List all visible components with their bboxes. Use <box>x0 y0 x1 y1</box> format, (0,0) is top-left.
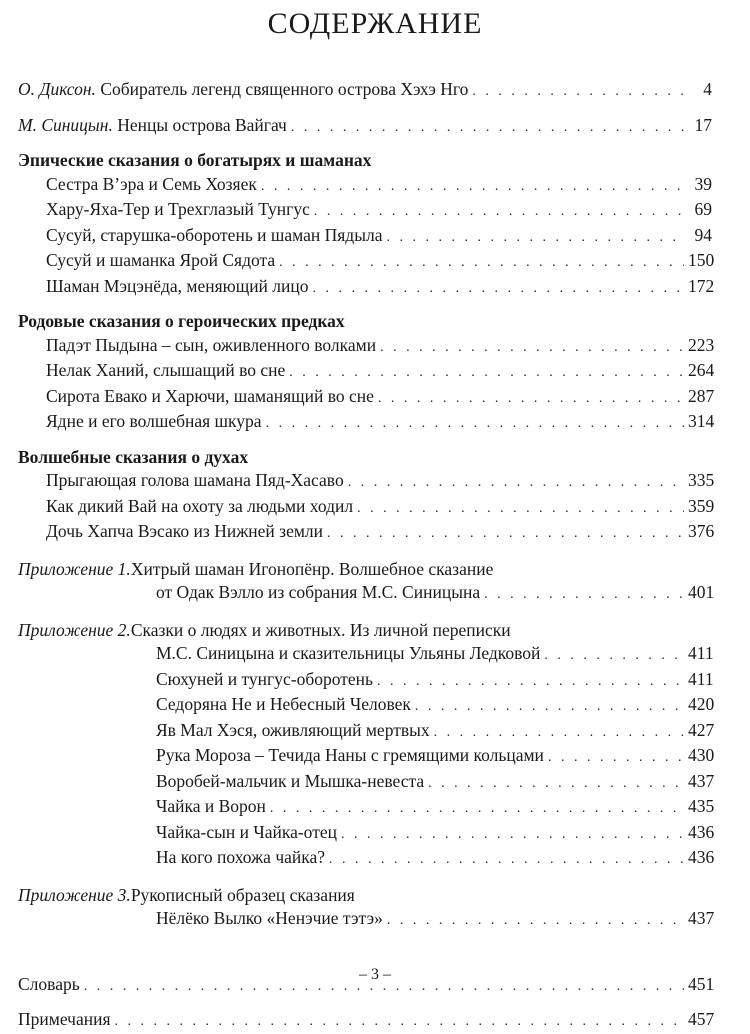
section-heading-ancestral: Родовые сказания о героических предках <box>18 311 345 331</box>
appendix-title: Рукописный образец сказания <box>130 884 355 905</box>
entry-title: Дочь Хапча Вэсако из Нижней земли <box>46 521 324 541</box>
leader-dots <box>548 746 684 770</box>
toc-entry[interactable] <box>18 198 712 224</box>
leader-dots <box>329 848 684 872</box>
toc-entry[interactable] <box>18 668 712 694</box>
entry-title: Словарь <box>18 973 80 994</box>
toc-entry[interactable] <box>18 795 715 821</box>
entry-author: О. Диксон. <box>18 79 96 99</box>
entry-title: Воробей-мальчик и Мышка-невеста <box>156 770 425 791</box>
leader-dots <box>544 644 684 668</box>
appendix-label: Приложение 3. <box>18 884 131 905</box>
leader-dots <box>377 670 684 694</box>
toc-entry[interactable] <box>18 642 712 668</box>
leader-dots <box>266 412 684 436</box>
entry-title: от Одак Вэлло из собрания М.С. Синицына <box>156 582 481 602</box>
entry-page: 401 <box>688 582 715 602</box>
toc-entry[interactable] <box>18 224 712 250</box>
toc-entry[interactable] <box>18 410 715 436</box>
entry-title: На кого похожа чайка? <box>156 847 326 867</box>
entry-title: Падэт Пыдына – сын, оживленного волками <box>46 334 377 355</box>
entry-title: М.С. Синицына и сказительницы Ульяны Ледковой <box>156 643 541 663</box>
leader-dots <box>415 695 684 719</box>
entry-page: 451 <box>688 973 715 994</box>
entry-title: Прыгающая голова шамана Пяд-Хасаво <box>46 470 344 490</box>
appendix-title: Хитрый шаман Игонопёнр. Волшебное сказание <box>130 558 494 579</box>
section-heading-magic: Волшебные сказания о духах <box>18 446 249 467</box>
entry-title: Рука Мороза – Течида Наны с гремящими кольцами <box>156 745 544 765</box>
entry-page: 411 <box>688 643 714 663</box>
entry-page: 437 <box>688 908 715 928</box>
entry-title: Чайка-сын и Чайка-отец <box>156 821 337 842</box>
entry-page: 436 <box>688 847 715 867</box>
entry-page: 223 <box>688 334 715 355</box>
entry-title: Собиратель легенд священного острова Хэхэ Нго <box>95 79 469 99</box>
entry-page: 264 <box>688 360 715 380</box>
leader-dots <box>428 772 684 796</box>
entry-page: 150 <box>688 250 715 270</box>
leader-dots <box>270 797 684 821</box>
entry-page: 287 <box>688 385 715 406</box>
entry-page: 376 <box>688 521 715 541</box>
entry-page: 359 <box>688 495 715 516</box>
leader-dots <box>291 116 684 140</box>
leader-dots <box>357 497 684 521</box>
entry-page: 69 <box>694 199 712 219</box>
leader-dots <box>341 823 684 847</box>
entry-title: Примечания <box>18 1009 111 1029</box>
toc-entry[interactable] <box>18 173 712 199</box>
toc-entry[interactable] <box>18 770 715 796</box>
leader-dots <box>289 361 684 385</box>
leader-dots <box>115 1010 684 1034</box>
leader-dots <box>386 226 684 250</box>
entry-page: 4 <box>703 79 712 99</box>
appendix-label: Приложение 2. <box>18 619 131 640</box>
entry-author: М. Синицын. <box>18 114 113 135</box>
leader-dots <box>261 175 684 199</box>
toc-entry[interactable] <box>18 359 715 385</box>
leader-dots <box>484 583 684 607</box>
entry-title: Седоряна Не и Небесный Человек <box>156 694 411 714</box>
toc-entry[interactable] <box>18 495 715 521</box>
entry-page: 457 <box>688 1009 715 1029</box>
entry-title: Чайка и Ворон <box>156 796 266 816</box>
toc-entry-notes[interactable] <box>18 1008 715 1034</box>
section-heading-epic: Эпические сказания о богатырях и шаманах <box>18 150 372 170</box>
entry-page: 94 <box>694 224 712 245</box>
entry-page: 314 <box>688 411 715 431</box>
toc-entry[interactable] <box>18 385 715 411</box>
appendix-3-heading <box>18 884 712 908</box>
toc-entry[interactable] <box>18 821 715 847</box>
entry-title: Как дикий Вай на охоту за людьми ходил <box>46 495 354 516</box>
entry-title: Сюхуней и тунгус-оборотень <box>156 668 373 689</box>
toc-entry[interactable] <box>18 249 715 275</box>
table-of-contents <box>18 78 715 1034</box>
appendix-1-heading <box>18 558 712 582</box>
toc-entry-appendix-3[interactable] <box>18 907 715 933</box>
entry-title: Ядне и его волшебная шкура <box>46 411 262 431</box>
toc-entry-intro-sinitsyn[interactable] <box>18 114 712 140</box>
entry-page: 436 <box>688 821 715 842</box>
leader-dots <box>387 909 684 933</box>
entry-title: Хару-Яха-Тер и Трехглазый Тунгус <box>46 199 310 219</box>
entry-title: Сусуй, старушка-оборотень и шаман Пядыла <box>46 224 383 245</box>
entry-page: 420 <box>688 694 715 714</box>
toc-entry-appendix-1[interactable] <box>18 581 715 607</box>
toc-entry[interactable] <box>18 693 715 719</box>
leader-dots <box>434 721 684 745</box>
entry-title: Сусуй и шаманка Ярой Сядота <box>46 250 276 270</box>
entry-title: Сирота Евако и Харючи, шаманящий во сне <box>46 385 374 406</box>
leader-dots <box>378 387 684 411</box>
leader-dots <box>380 336 684 360</box>
toc-entry[interactable] <box>18 275 715 301</box>
entry-title: Нёлёко Вылко «Ненэчие тэтэ» <box>156 908 383 928</box>
page-number: – 3 – <box>359 966 391 983</box>
leader-dots <box>472 80 684 104</box>
toc-entry[interactable] <box>18 744 715 770</box>
entry-title: Ненцы острова Вайгач <box>112 114 287 135</box>
entry-page: 172 <box>688 275 715 296</box>
entry-title: Сестра В’эра и Семь Хозяек <box>46 173 257 194</box>
entry-page: 437 <box>688 770 715 791</box>
entry-page: 411 <box>688 668 714 689</box>
leader-dots <box>327 522 684 546</box>
page-title: СОДЕРЖАНИЕ <box>267 7 483 40</box>
appendix-2-heading <box>18 619 712 643</box>
entry-title: Нелак Ханий, слышащий во сне <box>46 360 286 380</box>
toc-entry[interactable] <box>18 846 715 872</box>
entry-page: 435 <box>688 796 715 816</box>
appendix-title: Сказки о людях и животных. Из личной переписки <box>130 619 511 640</box>
appendix-label: Приложение 1. <box>18 558 131 579</box>
entry-page: 39 <box>694 173 712 194</box>
entry-title: Шаман Мэцэнёда, меняющий лицо <box>46 275 309 296</box>
leader-dots <box>314 200 684 224</box>
leader-dots <box>279 251 684 275</box>
entry-page: 430 <box>688 745 715 765</box>
leader-dots <box>348 471 684 495</box>
toc-entry[interactable] <box>18 520 715 546</box>
toc-entry[interactable] <box>18 719 715 745</box>
toc-entry-intro-dixon[interactable] <box>18 78 712 104</box>
leader-dots <box>313 277 684 301</box>
entry-page: 17 <box>694 114 712 135</box>
toc-entry[interactable] <box>18 469 715 495</box>
entry-page: 335 <box>688 470 715 490</box>
toc-entry[interactable] <box>18 334 715 360</box>
entry-title: Яв Мал Хэся, оживляющий мертвых <box>156 719 430 740</box>
entry-page: 427 <box>688 719 715 740</box>
